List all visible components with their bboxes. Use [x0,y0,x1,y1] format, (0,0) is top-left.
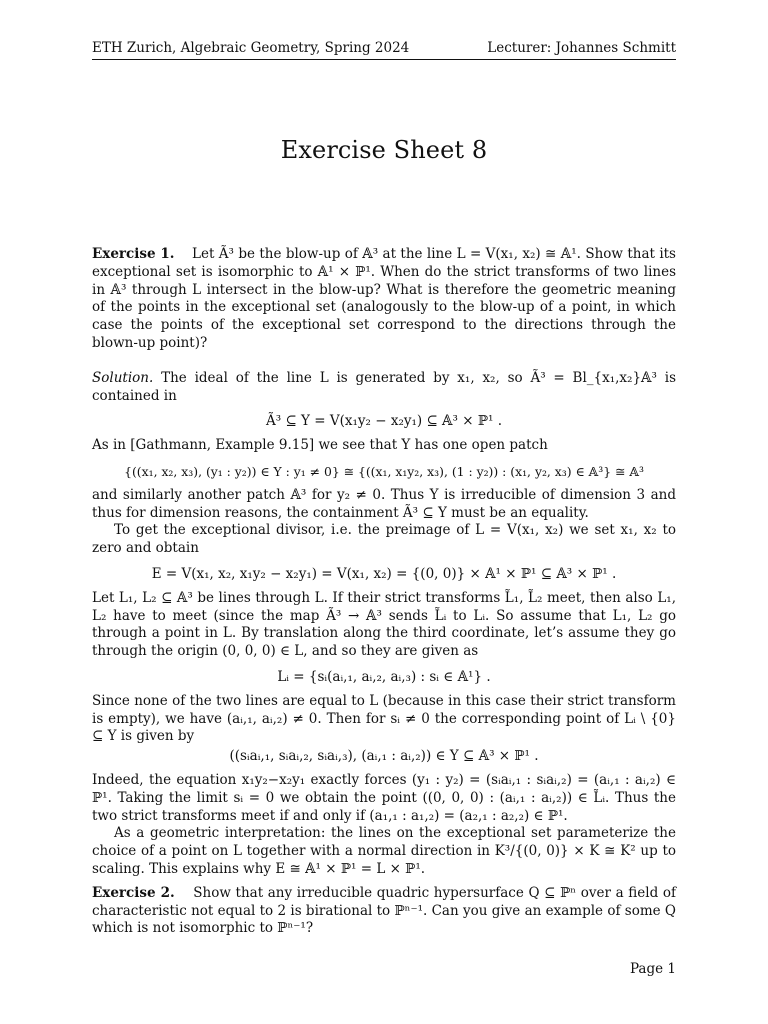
solution-paragraph-2: As in [Gathmann, Example 9.15] we see that Y has one open patch [92,437,548,454]
equation-4: Lᵢ = {sᵢ(aᵢ,₁, aᵢ,₂, aᵢ,₃) : sᵢ ∈ 𝔸¹} . [277,668,491,685]
exercise-1-text: Let Ã³ be the blow-up of 𝔸³ at the line L = V(x₁, x₂) ≅ 𝔸¹. Show that its exceptional set is isomorphic to 𝔸¹ × ℙ¹. When do the strict transforms of two lines in 𝔸³ through L intersect in the blow-up? What is therefore the geometric meaning of the points in the exceptional set (analogously to the blow-up of a point, in which case the points of the exceptional set correspond to the directions through the blown-up point)? [92,246,676,351]
equation-2: {((x₁, x₂, x₃), (y₁ : y₂)) ∈ Y : y₁ ≠ 0} ≅ {((x₁, x₁y₂, x₃), (1 : y₂)) : (x₁, y₂, x₃) ∈ 𝔸³} ≅ 𝔸³ [124,463,644,479]
sheet-title: Exercise Sheet 8 [280,136,488,164]
solution-paragraph-1 [92,370,676,406]
page [92,0,676,1024]
solution-paragraph-7: Indeed, the equation x₁y₂−x₂y₁ exactly forces (y₁ : y₂) = (sᵢaᵢ,₁ : sᵢaᵢ,₂) = (aᵢ,₁ : aᵢ,₂) ∈ ℙ¹. Taking the limit sᵢ = 0 we obtain the point ((0, 0, 0) : (aᵢ,₁ : aᵢ,₂)) ∈ L̃ᵢ. Thus the two strict transforms meet if and only if (a₁,₁ : a₁,₂) = (a₂,₁ : a₂,₂) ∈ ℙ¹. [92,771,676,824]
course-info: ETH Zurich, Algebraic Geometry, Spring 2024 [92,40,410,56]
header-rule [92,59,676,60]
solution-paragraph-4: To get the exceptional divisor, i.e. the preimage of L = V(x₁, x₂) we set x₁, x₂ to zero and obtain [92,522,676,557]
solution-paragraph-8: As a geometric interpretation: the lines on the exceptional set parameterize the choice of a point on L together with a normal direction in K³/{(0, 0)} × K ≅ K² up to scaling. This explains why E ≅ 𝔸¹ × ℙ¹ = L × ℙ¹. [92,825,676,877]
exercise-2-label: Exercise 2. [92,884,175,901]
exercise-2 [92,885,676,938]
solution-paragraph-3: and similarly another patch 𝔸³ for y₂ ≠ 0. Thus Y is irreducible of dimension 3 and thus for dimension reasons, the containment Ã³ ⊆ Y must be an equality. [92,486,676,521]
equation-3: E = V(x₁, x₂, x₁y₂ − x₂y₁) = V(x₁, x₂) = {(0, 0)} × 𝔸¹ × ℙ¹ ⊆ 𝔸³ × ℙ¹ . [151,565,617,582]
lecturer-info: Lecturer: Johannes Schmitt [487,40,676,56]
solution-paragraph-5: Let L₁, L₂ ⊆ 𝔸³ be lines through L. If their strict transforms L̃₁, L̃₂ meet, then also L₁, L₂ have to meet (since the map Ã³ → 𝔸³ sends L̃ᵢ to Lᵢ. So assume that L₁, L₂ go through a point in L. By translation along the third coordinate, let’s assume they go through the origin (0, 0, 0) ∈ L, and so they are given as [92,589,676,660]
sheet-body [92,246,676,938]
solution-paragraph-6: Since none of the two lines are equal to L (because in this case their strict transform is empty), we have (aᵢ,₁, aᵢ,₂) ≠ 0. Then for sᵢ ≠ 0 the corresponding point of Lᵢ \ {0} ⊆ Y is given by [92,692,676,745]
exercise-1 [92,246,676,353]
page-header [92,40,676,56]
equation-1: Ã³ ⊆ Y = V(x₁y₂ − x₂y₁) ⊆ 𝔸³ × ℙ¹ . [266,413,502,430]
exercise-1-label: Exercise 1. [92,246,175,262]
solution-text-1: The ideal of the line L is generated by x₁, x₂, so Ã³ = Bl_{x₁,x₂}𝔸³ is contained in [92,369,676,404]
page-number: Page 1 [629,961,676,977]
solution-label: Solution. [92,369,154,386]
exercise-2-text: Show that any irreducible quadric hypersurface Q ⊆ ℙⁿ over a field of characteristic not equal to 2 is birational to ℙⁿ⁻¹. Can you give an example of some Q which is not isomorphic to ℙⁿ⁻¹? [92,884,676,937]
equation-5: ((sᵢaᵢ,₁, sᵢaᵢ,₂, sᵢaᵢ,₃), (aᵢ,₁ : aᵢ,₂)) ∈ Y ⊆ 𝔸³ × ℙ¹ . [229,748,539,765]
